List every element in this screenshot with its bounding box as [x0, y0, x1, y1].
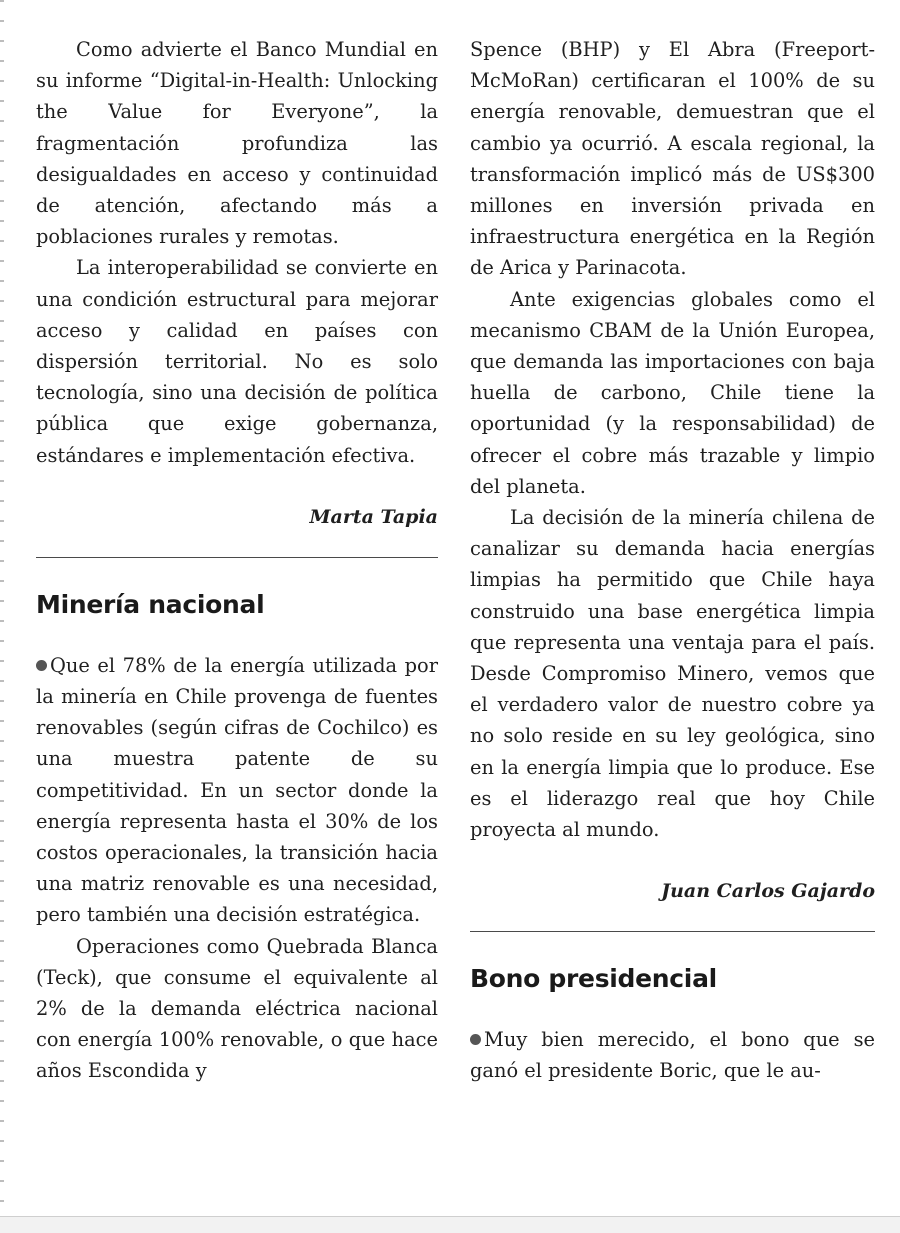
right-column: [470, 34, 875, 1087]
letter-paragraph: Como advierte el Banco Mundial en su informe “Digital-in-Health: Unlocking the Value for Everyone”, la fragmentación profundiza las desigualdades en acceso y continuidad de atención, afectando más a poblaciones rurales y remotas.: [36, 38, 438, 249]
bullet-icon: [36, 660, 47, 671]
letter-health-interoperability: [36, 34, 438, 533]
letter-paragraph: La interoperabilidad se convierte en una condición estructural para mejorar acceso y calidad en países con dispersión territorial. No es solo tecnología, sino una decisión de política pública que exige gobernanza, estándares e implementación efectiva.: [36, 256, 438, 467]
page-edge-marks: [0, 0, 4, 1215]
letter-signature: Marta Tapia: [309, 505, 438, 528]
section-divider: [470, 931, 875, 932]
page-bottom-edge: [0, 1216, 900, 1233]
letter-mineria-continued: [470, 34, 875, 907]
letter-paragraph: [36, 650, 438, 931]
letter-mineria-nacional: [36, 588, 438, 1087]
letter-paragraph-text: Muy bien merecido, el bono que se ganó el presidente Boric, que le au-: [470, 1028, 875, 1083]
section-heading: Minería nacional: [36, 589, 265, 619]
section-divider: [36, 557, 438, 558]
bullet-icon: [470, 1034, 481, 1045]
letter-signature: Juan Carlos Gajardo: [661, 880, 875, 903]
left-column: [36, 34, 438, 1087]
letter-paragraph: Operaciones como Quebrada Blanca (Teck), que consume el equivalente al 2% de la demanda eléctrica nacional con energía 100% renovable, o que hace años Escondida y: [36, 934, 438, 1083]
letter-bono-presidencial: [470, 962, 875, 1086]
section-heading: Bono presidencial: [470, 964, 717, 994]
letter-paragraph-text: Que el 78% de la energía utilizada por la minería en Chile provenga de fuentes renovables (según cifras de Cochilco) es una muestra patente de su competitividad. En un sector donde la energía representa hasta el 30% de los costos operacionales, la transición hacia una matriz renovable es una necesidad, pero también una decisión estratégica.: [36, 653, 438, 927]
letter-paragraph: [470, 1024, 875, 1086]
letter-paragraph: La decisión de la minería chilena de canalizar su demanda hacia energías limpias ha permitido que Chile haya construido una base energética limpia que representa una ventaja para el país. Desde Compromiso Minero, vemos que el verdadero valor de nuestro cobre ya no solo reside en su ley geológica, sino en la energía limpia que lo produce. Ese es el liderazgo real que hoy Chile proyecta al mundo.: [470, 506, 875, 842]
letter-paragraph: Ante exigencias globales como el mecanismo CBAM de la Unión Europea, que demanda las importaciones con baja huella de carbono, Chile tiene la oportunidad (y la responsabilidad) de ofrecer el cobre más trazable y limpio del planeta.: [470, 287, 875, 498]
letter-paragraph: Spence (BHP) y El Abra (Freeport-McMoRan) certificaran el 100% de su energía renovable, demuestran que el cambio ya ocurrió. A escala regional, la transformación implicó más de US$300 millones en inversión privada en infraestructura energética en la Región de Arica y Parinacota.: [470, 38, 875, 280]
